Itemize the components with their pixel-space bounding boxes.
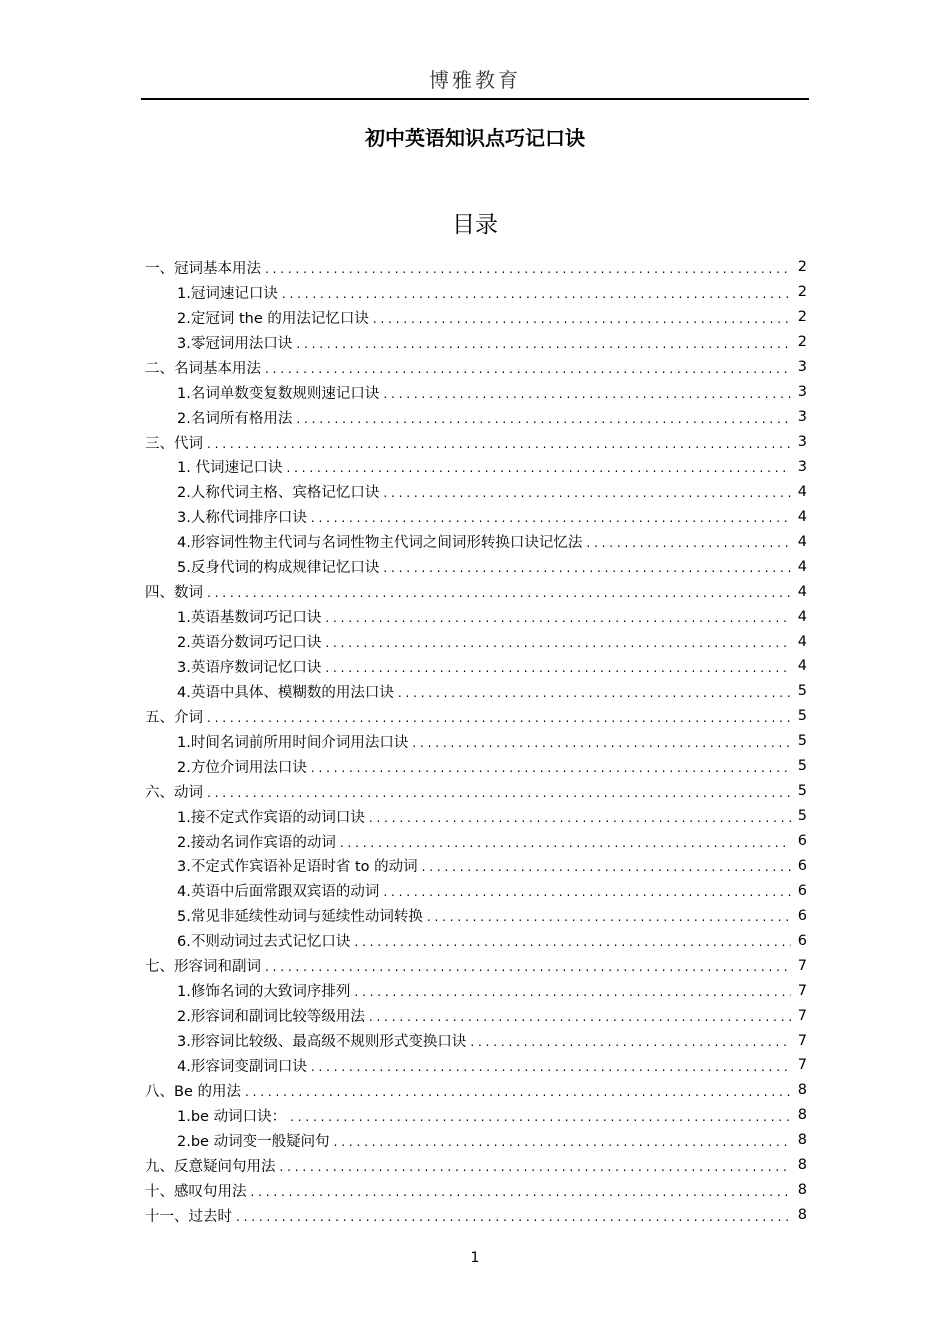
toc-entry-page: 6 bbox=[797, 907, 807, 924]
toc-entry-page: 2 bbox=[797, 284, 807, 301]
toc-section-entry[interactable] bbox=[145, 704, 807, 729]
toc-subsection-entry[interactable] bbox=[145, 305, 807, 330]
toc-entry-label: 4.形容词变副词口诀 bbox=[177, 1058, 307, 1075]
toc-entry-label: 3.形容词比较级、最高级不规则形式变换口诀 bbox=[177, 1034, 467, 1051]
toc-entry-label: 2.英语分数词巧记口诀 bbox=[177, 635, 322, 652]
toc-entry-label: 五、介词 bbox=[145, 709, 203, 726]
toc-dot-leader bbox=[311, 1058, 791, 1073]
toc-dot-leader bbox=[422, 858, 791, 873]
toc-entry-label: 4.英语中具体、模糊数的用法口诀 bbox=[177, 684, 394, 701]
toc-section-entry[interactable] bbox=[145, 779, 807, 804]
toc-dot-leader bbox=[383, 484, 791, 499]
toc-entry-label: 二、名词基本用法 bbox=[145, 360, 261, 377]
toc-dot-leader bbox=[265, 360, 791, 375]
toc-dot-leader bbox=[207, 709, 791, 724]
toc-dot-leader bbox=[290, 1108, 791, 1123]
toc-dot-leader bbox=[373, 310, 791, 325]
toc-entry-page: 2 bbox=[797, 309, 807, 326]
toc-subsection-entry[interactable] bbox=[145, 405, 807, 430]
toc-entry-label: 1.英语基数词巧记口诀 bbox=[177, 610, 322, 627]
toc-subsection-entry[interactable] bbox=[145, 1003, 807, 1028]
toc-entry-label: 2.形容词和副词比较等级用法 bbox=[177, 1009, 365, 1026]
toc-dot-leader bbox=[470, 1033, 791, 1048]
table-of-contents bbox=[145, 255, 807, 1228]
toc-heading: 目录 bbox=[452, 212, 498, 238]
toc-dot-leader bbox=[383, 559, 791, 574]
toc-section-entry[interactable] bbox=[145, 1078, 807, 1103]
header-divider bbox=[141, 98, 809, 100]
toc-entry-label: 3.英语序数词记忆口诀 bbox=[177, 659, 322, 676]
toc-dot-leader bbox=[265, 260, 791, 275]
toc-entry-page: 6 bbox=[797, 932, 807, 949]
toc-entry-page: 8 bbox=[797, 1082, 807, 1099]
toc-entry-label: 一、冠词基本用法 bbox=[145, 260, 261, 277]
toc-dot-leader bbox=[325, 609, 791, 624]
toc-dot-leader bbox=[207, 584, 791, 599]
toc-entry-page: 5 bbox=[797, 783, 807, 800]
toc-entry-label: 十一、过去时 bbox=[145, 1208, 232, 1225]
toc-entry-page: 3 bbox=[797, 384, 807, 401]
toc-entry-page: 5 bbox=[797, 683, 807, 700]
toc-entry-label: 3.不定式作宾语补足语时省 to 的动词 bbox=[177, 859, 418, 876]
toc-entry-page: 2 bbox=[797, 334, 807, 351]
toc-dot-leader bbox=[340, 834, 791, 849]
toc-entry-label: 2.名词所有格用法 bbox=[177, 410, 293, 427]
toc-dot-leader bbox=[325, 659, 791, 674]
toc-entry-label: 2.接动名词作宾语的动词 bbox=[177, 834, 336, 851]
toc-entry-page: 4 bbox=[797, 483, 807, 500]
toc-subsection-entry[interactable] bbox=[145, 878, 807, 903]
toc-entry-page: 7 bbox=[797, 982, 807, 999]
toc-entry-page: 5 bbox=[797, 733, 807, 750]
toc-subsection-entry[interactable] bbox=[145, 380, 807, 405]
page-number: 1 bbox=[470, 1250, 480, 1266]
toc-entry-label: 2.be 动词变一般疑问句 bbox=[177, 1133, 330, 1150]
toc-dot-leader bbox=[398, 684, 791, 699]
toc-entry-page: 3 bbox=[797, 458, 807, 475]
toc-entry-page: 4 bbox=[797, 608, 807, 625]
toc-entry-page: 2 bbox=[797, 259, 807, 276]
toc-entry-page: 5 bbox=[797, 708, 807, 725]
toc-subsection-entry[interactable] bbox=[145, 978, 807, 1003]
toc-entry-label: 2.人称代词主格、宾格记忆口诀 bbox=[177, 485, 380, 502]
toc-section-entry[interactable] bbox=[145, 430, 807, 455]
toc-dot-leader bbox=[369, 1008, 791, 1023]
toc-entry-label: 六、动词 bbox=[145, 784, 203, 801]
toc-section-entry[interactable] bbox=[145, 579, 807, 604]
toc-section-entry[interactable] bbox=[145, 1178, 807, 1203]
toc-entry-page: 3 bbox=[797, 409, 807, 426]
toc-entry-label: 十、感叹句用法 bbox=[145, 1183, 247, 1200]
toc-entry-page: 4 bbox=[797, 508, 807, 525]
toc-subsection-entry[interactable] bbox=[145, 928, 807, 953]
toc-entry-page: 8 bbox=[797, 1182, 807, 1199]
toc-entry-label: 四、数词 bbox=[145, 585, 203, 602]
toc-subsection-entry[interactable] bbox=[145, 804, 807, 829]
toc-entry-label: 1.冠词速记口诀 bbox=[177, 285, 278, 302]
toc-entry-page: 4 bbox=[797, 583, 807, 600]
toc-subsection-entry[interactable] bbox=[145, 629, 807, 654]
toc-subsection-entry[interactable] bbox=[145, 1103, 807, 1128]
toc-entry-label: 1.接不定式作宾语的动词口诀 bbox=[177, 809, 365, 826]
toc-entry-label: 八、Be 的用法 bbox=[145, 1083, 241, 1100]
toc-dot-leader bbox=[383, 385, 791, 400]
toc-subsection-entry[interactable] bbox=[145, 280, 807, 305]
toc-entry-label: 九、反意疑问句用法 bbox=[145, 1158, 276, 1175]
toc-entry-label: 5.常见非延续性动词与延续性动词转换 bbox=[177, 909, 423, 926]
toc-subsection-entry[interactable] bbox=[145, 1053, 807, 1078]
toc-entry-label: 3.人称代词排序口诀 bbox=[177, 510, 307, 527]
toc-entry-page: 4 bbox=[797, 533, 807, 550]
toc-entry-page: 4 bbox=[797, 658, 807, 675]
toc-subsection-entry[interactable] bbox=[145, 455, 807, 480]
toc-entry-page: 4 bbox=[797, 558, 807, 575]
toc-subsection-entry[interactable] bbox=[145, 479, 807, 504]
toc-entry-page: 6 bbox=[797, 833, 807, 850]
toc-subsection-entry[interactable] bbox=[145, 1028, 807, 1053]
toc-subsection-entry[interactable] bbox=[145, 829, 807, 854]
toc-entry-page: 7 bbox=[797, 1032, 807, 1049]
toc-dot-leader bbox=[245, 1083, 791, 1098]
toc-section-entry[interactable] bbox=[145, 255, 807, 280]
toc-dot-leader bbox=[236, 1208, 791, 1223]
toc-entry-label: 5.反身代词的构成规律记忆口诀 bbox=[177, 560, 380, 577]
toc-subsection-entry[interactable] bbox=[145, 529, 807, 554]
toc-section-entry[interactable] bbox=[145, 1203, 807, 1228]
toc-subsection-entry[interactable] bbox=[145, 554, 807, 579]
toc-entry-label: 1.名词单数变复数规则速记口诀 bbox=[177, 385, 380, 402]
toc-entry-page: 7 bbox=[797, 1007, 807, 1024]
toc-dot-leader bbox=[282, 285, 791, 300]
toc-entry-label: 1.修饰名词的大致词序排列 bbox=[177, 984, 351, 1001]
toc-subsection-entry[interactable] bbox=[145, 729, 807, 754]
toc-entry-label: 2.方位介词用法口诀 bbox=[177, 759, 307, 776]
toc-subsection-entry[interactable] bbox=[145, 1128, 807, 1153]
toc-entry-page: 7 bbox=[797, 957, 807, 974]
toc-subsection-entry[interactable] bbox=[145, 903, 807, 928]
toc-section-entry[interactable] bbox=[145, 1153, 807, 1178]
toc-dot-leader bbox=[325, 634, 791, 649]
toc-subsection-entry[interactable] bbox=[145, 604, 807, 629]
toc-dot-leader bbox=[207, 435, 791, 450]
toc-entry-page: 5 bbox=[797, 758, 807, 775]
toc-dot-leader bbox=[412, 734, 791, 749]
toc-entry-page: 3 bbox=[797, 434, 807, 451]
toc-entry-page: 7 bbox=[797, 1057, 807, 1074]
toc-entry-page: 6 bbox=[797, 882, 807, 899]
toc-dot-leader bbox=[354, 933, 791, 948]
toc-entry-label: 4.英语中后面常跟双宾语的动词 bbox=[177, 884, 380, 901]
toc-subsection-entry[interactable] bbox=[145, 679, 807, 704]
toc-entry-page: 8 bbox=[797, 1107, 807, 1124]
toc-dot-leader bbox=[265, 958, 791, 973]
toc-entry-page: 8 bbox=[797, 1157, 807, 1174]
toc-dot-leader bbox=[369, 809, 791, 824]
toc-entry-label: 6.不则动词过去式记忆口诀 bbox=[177, 934, 351, 951]
toc-entry-page: 5 bbox=[797, 808, 807, 825]
toc-entry-label: 七、形容词和副词 bbox=[145, 959, 261, 976]
toc-entry-label: 三、代词 bbox=[145, 435, 203, 452]
toc-entry-page: 6 bbox=[797, 857, 807, 874]
toc-entry-page: 3 bbox=[797, 359, 807, 376]
toc-section-entry[interactable] bbox=[145, 355, 807, 380]
toc-dot-leader bbox=[286, 459, 791, 474]
toc-dot-leader bbox=[311, 759, 791, 774]
toc-entry-label: 1. 代词速记口诀 bbox=[177, 460, 283, 477]
toc-entry-label: 2.定冠词 the 的用法记忆口诀 bbox=[177, 310, 369, 327]
toc-dot-leader bbox=[311, 509, 791, 524]
toc-entry-label: 1.be 动词口诀： bbox=[177, 1108, 287, 1125]
toc-entry-label: 4.形容词性物主代词与名词性物主代词之间词形转换口诀记忆法 bbox=[177, 535, 583, 552]
toc-dot-leader bbox=[280, 1158, 792, 1173]
toc-dot-leader bbox=[296, 410, 791, 425]
toc-dot-leader bbox=[207, 784, 791, 799]
toc-section-entry[interactable] bbox=[145, 953, 807, 978]
document-title: 初中英语知识点巧记口诀 bbox=[365, 126, 585, 150]
toc-subsection-entry[interactable] bbox=[145, 854, 807, 879]
toc-dot-leader bbox=[383, 883, 791, 898]
header-title: 博雅教育 bbox=[429, 68, 521, 92]
toc-entry-page: 8 bbox=[797, 1132, 807, 1149]
toc-subsection-entry[interactable] bbox=[145, 504, 807, 529]
toc-dot-leader bbox=[427, 908, 791, 923]
toc-subsection-entry[interactable] bbox=[145, 654, 807, 679]
toc-dot-leader bbox=[334, 1133, 791, 1148]
toc-dot-leader bbox=[586, 534, 791, 549]
toc-dot-leader bbox=[296, 335, 791, 350]
toc-dot-leader bbox=[251, 1183, 792, 1198]
toc-entry-page: 8 bbox=[797, 1207, 807, 1224]
toc-dot-leader bbox=[354, 983, 791, 998]
toc-entry-page: 4 bbox=[797, 633, 807, 650]
toc-subsection-entry[interactable] bbox=[145, 754, 807, 779]
toc-entry-label: 1.时间名词前所用时间介词用法口诀 bbox=[177, 734, 409, 751]
toc-subsection-entry[interactable] bbox=[145, 330, 807, 355]
toc-entry-label: 3.零冠词用法口诀 bbox=[177, 335, 293, 352]
